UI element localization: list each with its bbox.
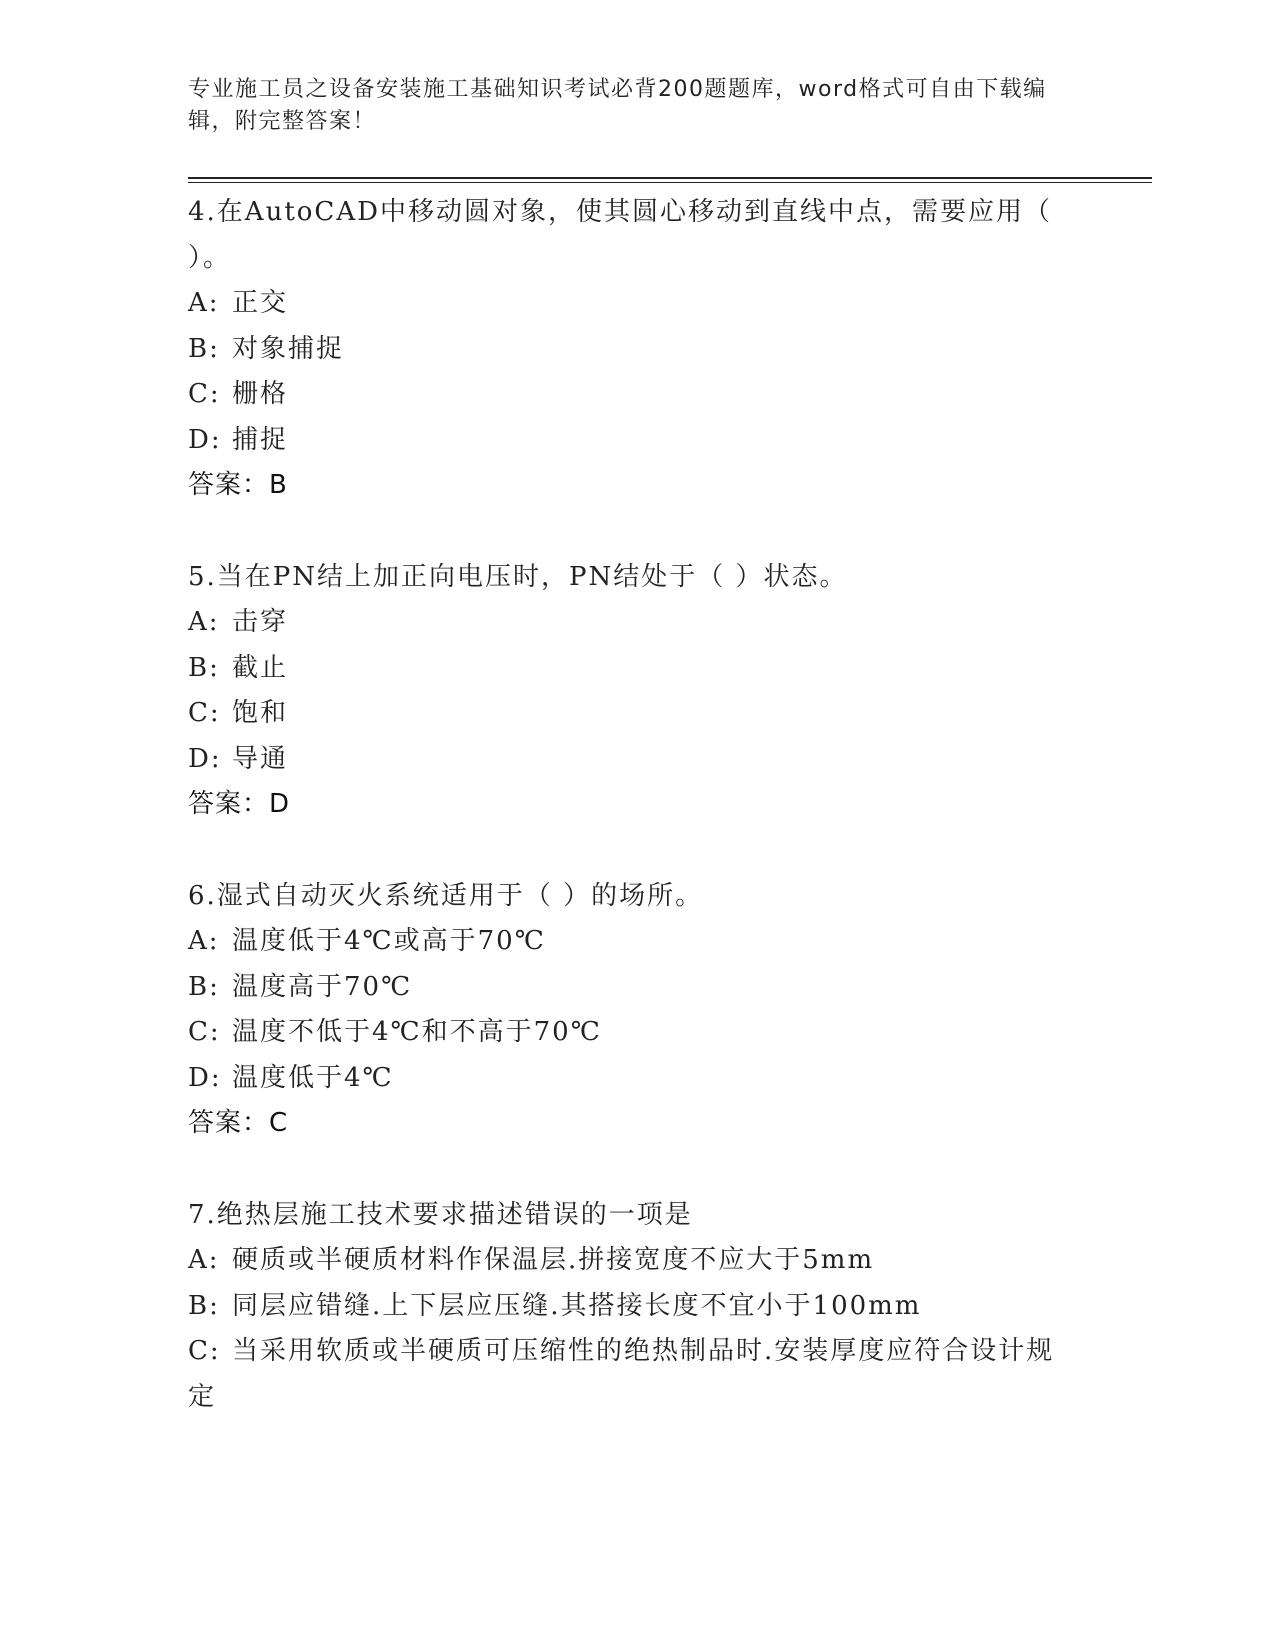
option-d bbox=[188, 418, 1068, 464]
option-text: 对象捕捉 bbox=[232, 333, 345, 364]
option-text: 温度低于4℃或高于70℃ bbox=[232, 926, 546, 956]
option-text: 捕捉 bbox=[232, 424, 289, 455]
option-text: 栅格 bbox=[232, 379, 289, 409]
option-letter: D: bbox=[188, 1062, 222, 1093]
option-letter: C: bbox=[188, 379, 221, 409]
option-d bbox=[188, 737, 1068, 783]
question-stem: 6.湿式自动灭火系统适用于（ ）的场所。 bbox=[188, 880, 704, 911]
option-letter: A: bbox=[188, 1245, 220, 1275]
option-d bbox=[188, 1056, 1068, 1102]
answer-line: 答案：C bbox=[188, 1108, 289, 1138]
option-text: 硬质或半硬质材料作保温层.拼接宽度不应大于5mm bbox=[232, 1245, 875, 1275]
option-letter: D: bbox=[188, 743, 222, 774]
option-letter: C: bbox=[188, 698, 221, 728]
option-letter: B: bbox=[188, 971, 220, 1002]
question-stem: 4.在AutoCAD中移动圆对象，使其圆心移动到直线中点，需要应用（ ）。 bbox=[188, 197, 1052, 273]
option-text: 温度低于4℃ bbox=[232, 1062, 394, 1093]
option-a bbox=[188, 600, 1068, 646]
option-letter: B: bbox=[188, 333, 220, 364]
option-text: 温度高于70℃ bbox=[232, 971, 413, 1002]
answer-line: 答案：B bbox=[188, 470, 288, 500]
option-b bbox=[188, 1284, 1068, 1330]
question-list bbox=[188, 190, 1068, 1466]
option-b bbox=[188, 965, 1068, 1011]
option-c bbox=[188, 1010, 1068, 1056]
option-text: 饱和 bbox=[232, 698, 289, 728]
option-b bbox=[188, 646, 1068, 692]
option-text: 导通 bbox=[232, 743, 289, 774]
option-a bbox=[188, 1238, 1068, 1284]
option-text: 温度不低于4℃和不高于70℃ bbox=[232, 1017, 602, 1047]
question-6 bbox=[188, 874, 1068, 1147]
option-c bbox=[188, 1329, 1068, 1420]
option-text: 正交 bbox=[232, 288, 289, 318]
option-a bbox=[188, 919, 1068, 965]
option-text: 截止 bbox=[232, 652, 289, 683]
option-letter: A: bbox=[188, 926, 220, 956]
option-letter: C: bbox=[188, 1017, 221, 1047]
option-b bbox=[188, 327, 1068, 373]
question-stem: 7.绝热层施工技术要求描述错误的一项是 bbox=[188, 1199, 693, 1230]
option-letter: B: bbox=[188, 1290, 220, 1321]
header-divider-thin bbox=[188, 182, 1152, 183]
option-text: 同层应错缝.上下层应压缝.其搭接长度不宜小于100mm bbox=[232, 1290, 922, 1321]
option-c bbox=[188, 372, 1068, 418]
question-5 bbox=[188, 555, 1068, 828]
page-header: 专业施工员之设备安装施工基础知识考试必背200题题库，word格式可自由下载编辑，附完整答案！ bbox=[188, 77, 1047, 134]
option-text: 当采用软质或半硬质可压缩性的绝热制品时.安装厚度应符合设计规定 bbox=[188, 1336, 1055, 1412]
option-a bbox=[188, 281, 1068, 327]
question-4 bbox=[188, 190, 1068, 509]
question-stem: 5.当在PN结上加正向电压时，PN结处于（ ）状态。 bbox=[188, 561, 848, 592]
answer-line: 答案：D bbox=[188, 789, 291, 819]
option-letter: B: bbox=[188, 652, 220, 683]
header-divider-thick bbox=[188, 177, 1152, 179]
option-text: 击穿 bbox=[232, 607, 289, 637]
option-letter: A: bbox=[188, 607, 220, 637]
question-7 bbox=[188, 1193, 1068, 1421]
option-c bbox=[188, 691, 1068, 737]
option-letter: A: bbox=[188, 288, 220, 318]
option-letter: D: bbox=[188, 424, 222, 455]
option-letter: C: bbox=[188, 1336, 221, 1366]
